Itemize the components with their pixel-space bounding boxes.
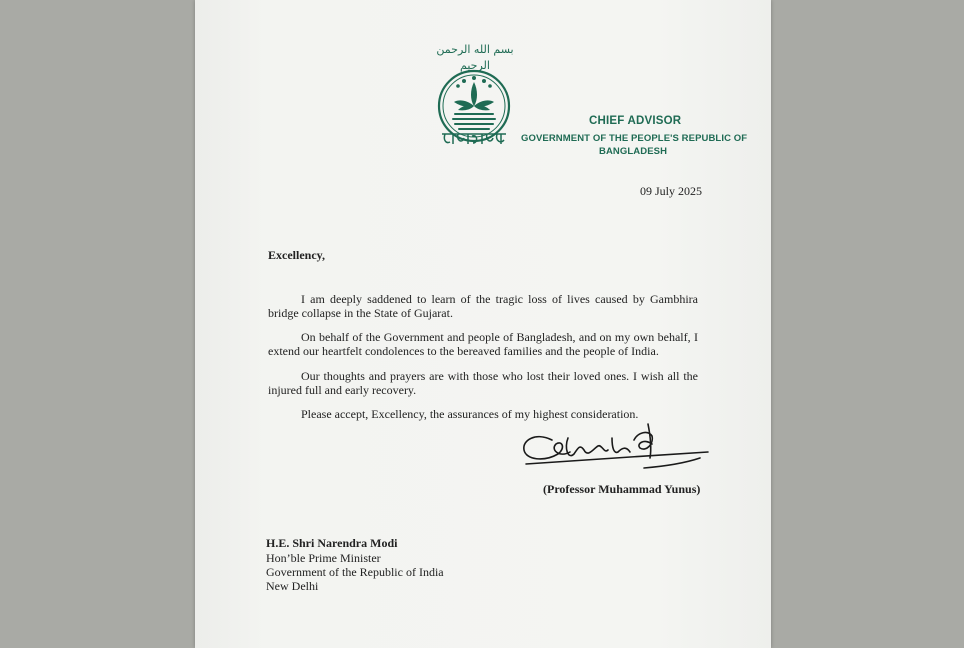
letter-date: 09 July 2025 xyxy=(640,184,703,198)
invocation-text: بسم الله الرحمن الرحيم xyxy=(436,43,514,72)
salutation: Excellency, xyxy=(268,248,325,262)
body-paragraph-4: Please accept, Excellency, the assurances of my highest consideration. xyxy=(301,407,639,421)
letterhead-government: GOVERNMENT OF THE PEOPLE'S REPUBLIC OF xyxy=(521,133,748,144)
recipient-city: New Delhi xyxy=(266,579,319,593)
signatory-name: (Professor Muhammad Yunus) xyxy=(543,482,701,496)
recipient-government: Government of the Republic of India xyxy=(266,565,444,579)
emblem-caption-logotype xyxy=(438,128,510,150)
letterhead-country: BANGLADESH xyxy=(599,146,668,157)
body-paragraph-2: On behalf of the Government and people of Bangladesh, and on my own behalf, I extend our heartfelt condolences to the bereaved families and the people of India. xyxy=(268,330,698,358)
handwritten-signature xyxy=(518,418,714,482)
recipient-title: Hon’ble Prime Minister xyxy=(266,551,381,565)
letterhead-title: CHIEF ADVISOR xyxy=(589,115,682,127)
body-paragraph-3: Our thoughts and prayers are with those who lost their loved ones. I wish all the injured full and early recovery. xyxy=(268,369,698,397)
recipient-name: H.E. Shri Narendra Modi xyxy=(266,536,398,550)
body-paragraph-1: I am deeply saddened to learn of the tragic loss of lives caused by Gambhira bridge collapse in the State of Gujarat. xyxy=(268,292,698,320)
